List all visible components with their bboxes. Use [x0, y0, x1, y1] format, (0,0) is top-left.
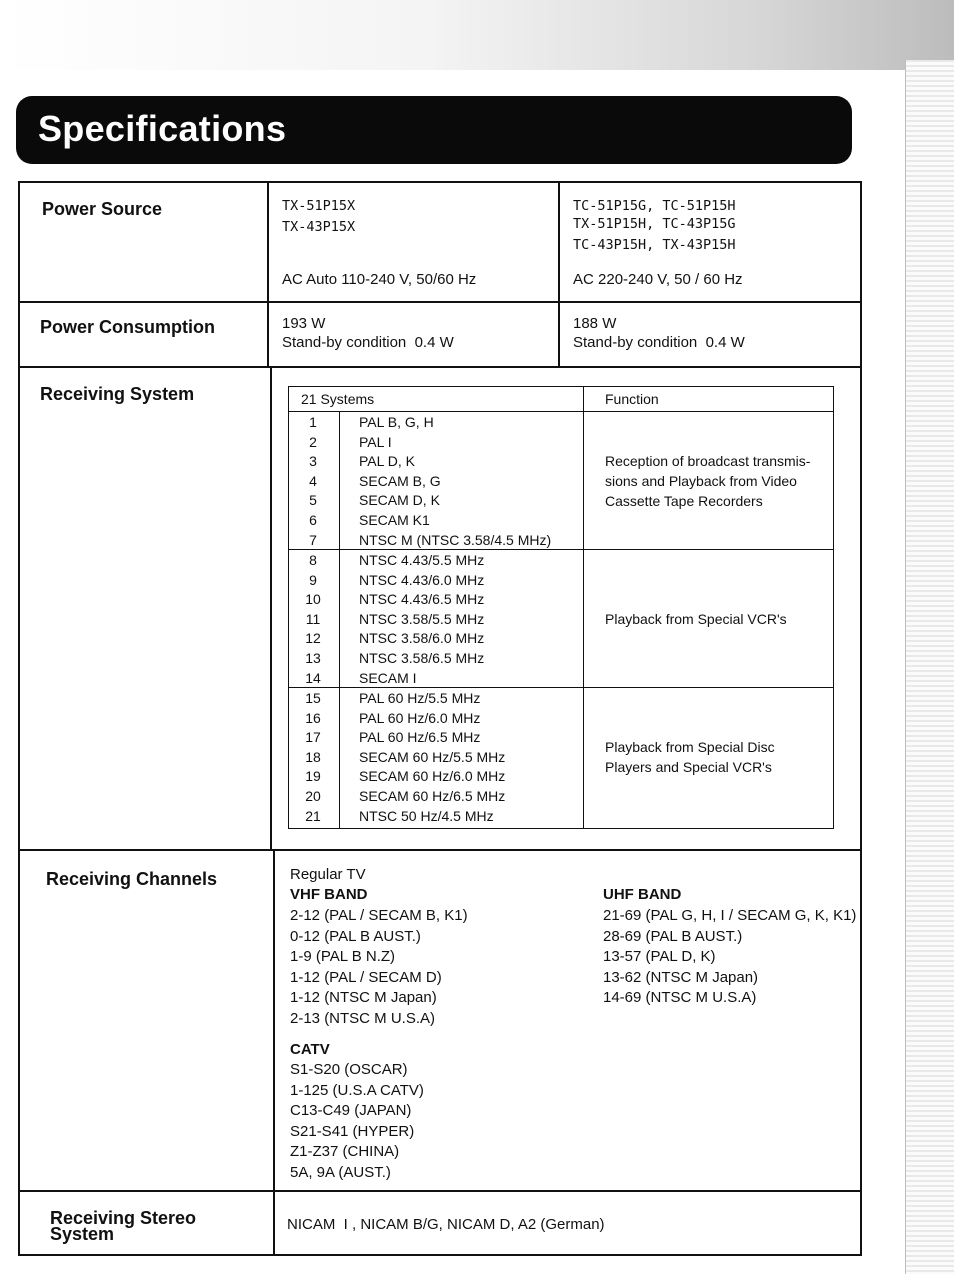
- catv-channel: C13-C49 (JAPAN): [290, 1102, 412, 1120]
- vhf-channel: 1-12 (NTSC M Japan): [290, 989, 437, 1007]
- title-bar: [16, 96, 852, 164]
- col-divider: [270, 366, 272, 851]
- system-name: PAL 60 Hz/6.0 MHz: [359, 709, 481, 726]
- receiving-stereo-label-line2: System: [50, 1224, 115, 1244]
- system-number: 2: [309, 433, 317, 450]
- system-function: Playback from Special Disc: [605, 739, 775, 755]
- system-name: NTSC 4.43/6.5 MHz: [359, 591, 485, 608]
- function-header: Function: [605, 391, 659, 407]
- system-name: SECAM B, G: [359, 472, 441, 489]
- system-number: 5: [309, 492, 317, 509]
- system-number: 10: [305, 591, 321, 608]
- scan-page-edge: [905, 60, 954, 1274]
- power-source-model: TX-51P15H, TC-43P15G: [573, 216, 736, 232]
- system-name: SECAM 60 Hz/6.5 MHz: [359, 788, 506, 804]
- system-number: 20: [305, 788, 321, 804]
- catv-channel: S21-S41 (HYPER): [290, 1122, 415, 1140]
- power-consumption-standby: Stand-by condition 0.4 W: [282, 334, 454, 351]
- system-number: 9: [309, 571, 317, 588]
- system-function: Playback from Special VCR's: [605, 611, 787, 627]
- uhf-channel: 13-62 (NTSC M Japan): [603, 968, 759, 986]
- regular-tv-label: Regular TV: [290, 866, 366, 883]
- row-divider: [20, 849, 860, 851]
- system-name: NTSC 3.58/6.5 MHz: [359, 650, 485, 666]
- row-divider: [20, 366, 860, 368]
- power-source-model: TC-43P15H, TX-43P15H: [573, 237, 736, 253]
- power-source-model: TX-51P15X: [282, 198, 356, 214]
- system-name: PAL B, G, H: [359, 414, 434, 430]
- system-number: 6: [309, 512, 317, 528]
- col-divider: [273, 849, 275, 1254]
- system-number: 4: [309, 472, 317, 489]
- system-name: SECAM 60 Hz/5.5 MHz: [359, 748, 506, 765]
- system-name: NTSC M (NTSC 3.58/4.5 MHz): [359, 531, 552, 548]
- page-title: Specifications: [38, 108, 287, 149]
- system-number: 19: [305, 768, 321, 785]
- catv-channel: 1-125 (U.S.A CATV): [290, 1081, 424, 1099]
- scan-shadow-top: [0, 0, 954, 70]
- vhf-channel: 2-12 (PAL / SECAM B, K1): [290, 907, 468, 924]
- system-name: PAL I: [359, 433, 392, 450]
- power-source-label: Power Source: [42, 199, 163, 219]
- system-number: 12: [305, 630, 321, 647]
- vhf-channel: 1-9 (PAL B N.Z): [290, 948, 396, 966]
- power-consumption-value: 188 W: [573, 315, 617, 332]
- power-consumption-value: 193 W: [282, 315, 326, 332]
- system-number: 7: [309, 531, 317, 548]
- power-consumption-label: Power Consumption: [40, 317, 215, 337]
- power-source-ac: AC 220-240 V, 50 / 60 Hz: [573, 271, 743, 288]
- systems-header: 21 Systems: [301, 391, 375, 407]
- system-function: sions and Playback from Video: [605, 473, 797, 489]
- col-divider: [267, 183, 269, 368]
- system-name: SECAM K1: [359, 512, 430, 528]
- system-number: 14: [305, 669, 321, 686]
- catv-channel: 5A, 9A (AUST.): [290, 1164, 391, 1181]
- system-name: NTSC 4.43/6.0 MHz: [359, 571, 485, 588]
- system-number: 15: [305, 690, 321, 706]
- vhf-channel: 1-12 (PAL / SECAM D): [290, 968, 442, 986]
- system-number: 18: [305, 748, 321, 765]
- system-function: Reception of broadcast transmis-: [605, 453, 811, 469]
- system-number: 21: [305, 807, 321, 824]
- receiving-stereo-label: [50, 1210, 196, 1242]
- system-name: NTSC 4.43/5.5 MHz: [359, 552, 485, 568]
- row-divider: [20, 301, 860, 303]
- vhf-channel: 0-12 (PAL B AUST.): [290, 927, 421, 945]
- system-name: NTSC 3.58/5.5 MHz: [359, 610, 485, 627]
- system-number: 1: [309, 414, 317, 430]
- row-divider: [20, 1190, 860, 1192]
- catv-channel: Z1-Z37 (CHINA): [290, 1143, 400, 1161]
- system-name: PAL D, K: [359, 453, 416, 470]
- system-name: NTSC 3.58/6.0 MHz: [359, 630, 485, 647]
- power-source-model: TX-43P15X: [282, 219, 356, 235]
- col-divider: [558, 183, 560, 368]
- catv-channel: S1-S20 (OSCAR): [290, 1061, 408, 1078]
- systems-table: [288, 386, 834, 829]
- receiving-system-label: Receiving System: [40, 384, 195, 404]
- system-number: 3: [309, 453, 317, 470]
- system-name: PAL 60 Hz/6.5 MHz: [359, 729, 481, 746]
- system-name: SECAM D, K: [359, 492, 440, 509]
- system-number: 8: [309, 552, 317, 568]
- system-name: SECAM 60 Hz/6.0 MHz: [359, 768, 506, 785]
- spec-table: [18, 181, 862, 1256]
- system-number: 16: [305, 709, 321, 726]
- power-source-ac: AC Auto 110-240 V, 50/60 Hz: [282, 271, 477, 288]
- vhf-channel: 2-13 (NTSC M U.S.A): [290, 1010, 436, 1027]
- system-function: Players and Special VCR's: [605, 759, 772, 775]
- system-number: 17: [305, 729, 321, 746]
- uhf-band-heading: UHF BAND: [603, 886, 682, 903]
- system-number: 13: [305, 650, 321, 666]
- receiving-stereo-value: NICAM I , NICAM B/G, NICAM D, A2 (German): [287, 1216, 605, 1233]
- catv-heading: CATV: [290, 1041, 330, 1058]
- uhf-channel: 13-57 (PAL D, K): [603, 948, 716, 966]
- receiving-stereo-label-line1: Receiving Stereo: [50, 1208, 197, 1228]
- system-number: 11: [305, 610, 321, 627]
- power-source-model: TC-51P15G, TC-51P15H: [573, 198, 736, 214]
- uhf-channel: 14-69 (NTSC M U.S.A): [603, 989, 757, 1007]
- vhf-band-heading: VHF BAND: [290, 886, 368, 903]
- system-name: NTSC 50 Hz/4.5 MHz: [359, 807, 494, 824]
- uhf-channel: 28-69 (PAL B AUST.): [603, 927, 743, 945]
- receiving-channels-label: Receiving Channels: [46, 869, 218, 889]
- uhf-channel: 21-69 (PAL G, H, I / SECAM G, K, K1): [603, 907, 857, 924]
- system-name: PAL 60 Hz/5.5 MHz: [359, 690, 481, 706]
- power-consumption-standby: Stand-by condition 0.4 W: [573, 334, 745, 351]
- system-name: SECAM I: [359, 669, 417, 686]
- system-function: Cassette Tape Recorders: [605, 493, 763, 509]
